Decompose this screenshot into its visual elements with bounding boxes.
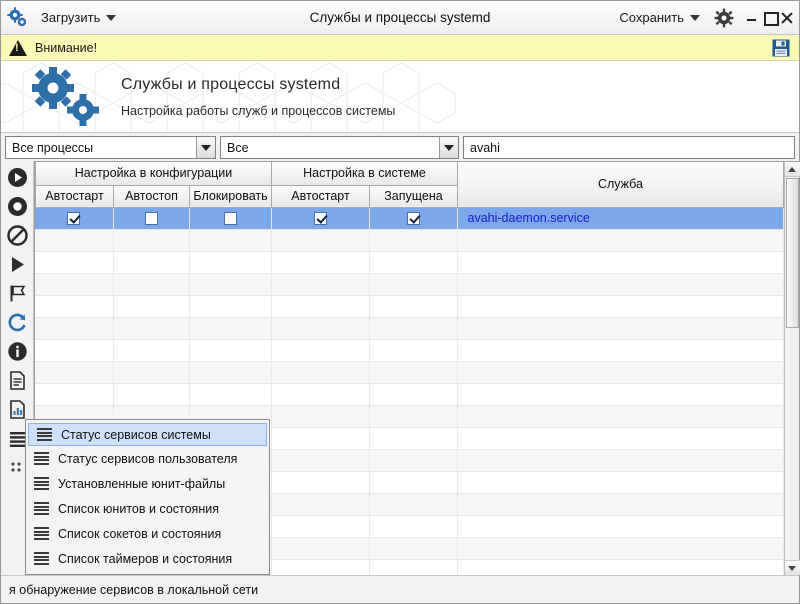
cell-empty: [369, 538, 457, 560]
banner-subtitle: Настройка работы служб и процессов системы: [121, 103, 396, 118]
cell-empty: [457, 450, 784, 472]
group-header-config: Настройка в конфигурации: [36, 162, 272, 185]
cell-empty: [457, 296, 784, 318]
list-icon: [34, 552, 49, 565]
main-area: [1, 161, 799, 575]
banner-gears-icon: [23, 66, 109, 128]
cell-empty: [271, 472, 369, 494]
cell-empty: [457, 472, 784, 494]
context-menu-item[interactable]: [26, 496, 269, 521]
cell-service-name[interactable]: avahi-daemon.service: [457, 208, 784, 230]
load-menu-label: Загрузить: [41, 10, 101, 25]
cell-empty: [369, 296, 457, 318]
search-input-value: avahi: [470, 140, 500, 155]
context-menu-item-label: Установленные юнит-файлы: [58, 476, 226, 491]
cell-empty: [189, 230, 271, 252]
context-menu-item-label: Статус сервисов системы: [61, 427, 211, 442]
cell-empty: [35, 340, 113, 362]
context-menu-item-label: Список юнитов и состояния: [58, 501, 219, 516]
vertical-scrollbar[interactable]: [784, 161, 799, 575]
state-filter-select[interactable]: [220, 136, 459, 159]
column-header-running-system[interactable]: Запущена: [370, 185, 458, 207]
cell-empty: [271, 362, 369, 384]
cell-empty: [271, 428, 369, 450]
cell-empty: [369, 362, 457, 384]
chevron-down-icon: [106, 15, 116, 21]
cell-empty: [457, 406, 784, 428]
list-icon: [37, 428, 52, 441]
cell-empty: [113, 230, 189, 252]
cell-empty: [369, 450, 457, 472]
cell-empty: [457, 428, 784, 450]
context-menu-item[interactable]: [26, 471, 269, 496]
cell-empty: [457, 252, 784, 274]
table-row-empty[interactable]: [35, 318, 784, 340]
cell-empty: [457, 362, 784, 384]
floppy-save-icon[interactable]: [771, 38, 791, 58]
group-header-system: Настройка в системе: [272, 162, 458, 185]
table-row-empty[interactable]: [35, 296, 784, 318]
scope-filter-value: Все процессы: [12, 140, 94, 155]
mask-button[interactable]: [3, 279, 31, 308]
table-row-empty[interactable]: [35, 362, 784, 384]
column-header-autostop-config[interactable]: Автостоп: [114, 185, 190, 207]
chevron-down-icon[interactable]: [439, 137, 458, 158]
cell-empty: [457, 494, 784, 516]
cell-empty: [113, 384, 189, 406]
gears-icon: [7, 7, 29, 29]
cell-empty: [369, 230, 457, 252]
log-button[interactable]: [3, 366, 31, 395]
table-row-empty[interactable]: [35, 384, 784, 406]
cell-empty: [457, 516, 784, 538]
cell-empty: [271, 384, 369, 406]
context-menu-item-label: Статус сервисов пользователя: [58, 451, 238, 466]
scope-filter-select[interactable]: [5, 136, 216, 159]
scroll-up-button[interactable]: [785, 162, 800, 177]
save-menu-button[interactable]: [615, 8, 704, 27]
table-row-empty[interactable]: [35, 340, 784, 362]
context-menu-item[interactable]: [28, 423, 267, 446]
cell-empty: [369, 340, 457, 362]
table-row-empty[interactable]: [35, 274, 784, 296]
cell-empty: [113, 318, 189, 340]
cell-empty: [457, 230, 784, 252]
cell-empty: [35, 296, 113, 318]
cell-empty: [189, 340, 271, 362]
warning-bar: [1, 35, 799, 61]
banner-title: Службы и процессы systemd: [121, 75, 341, 93]
cell-empty: [457, 384, 784, 406]
gear-icon[interactable]: [714, 8, 734, 28]
warning-text: Внимание!: [35, 40, 98, 55]
cell-empty: [113, 296, 189, 318]
cell-empty: [271, 230, 369, 252]
cell-empty: [35, 318, 113, 340]
title-bar: [1, 1, 799, 35]
minimize-icon[interactable]: [746, 11, 759, 24]
cell-empty: [271, 406, 369, 428]
checkbox-autostart_sys[interactable]: [314, 212, 327, 225]
cell-empty: [189, 384, 271, 406]
chevron-down-icon: [690, 15, 700, 21]
cell-empty: [369, 318, 457, 340]
services-table-header: [35, 162, 784, 208]
disable-service-button[interactable]: [3, 221, 31, 250]
cell-empty: [369, 560, 457, 576]
save-menu-label: Сохранить: [619, 10, 684, 25]
filter-bar: [1, 133, 799, 161]
cell-empty: [35, 384, 113, 406]
list-icon: [34, 502, 49, 515]
window-title: Службы и процессы systemd: [309, 10, 491, 25]
cell-empty: [271, 538, 369, 560]
cell-empty: [457, 560, 784, 576]
table-row-empty[interactable]: [35, 252, 784, 274]
cell-empty: [271, 318, 369, 340]
info-button[interactable]: [3, 337, 31, 366]
refresh-button[interactable]: [3, 308, 31, 337]
stop-service-button[interactable]: [3, 192, 31, 221]
context-menu-item-label: Список таймеров и состояния: [58, 551, 233, 566]
cell-empty: [113, 274, 189, 296]
cell-empty: [457, 318, 784, 340]
cell-empty: [271, 516, 369, 538]
cell-empty: [369, 384, 457, 406]
cell-empty: [271, 340, 369, 362]
context-menu-item[interactable]: [26, 521, 269, 546]
cell-empty: [271, 450, 369, 472]
context-menu[interactable]: [25, 419, 270, 575]
cell-empty: [271, 274, 369, 296]
cell-autostop_cfg[interactable]: [113, 208, 189, 230]
load-menu-button[interactable]: [37, 8, 120, 27]
status-bar-text: я обнаружение сервисов в локальной сети: [9, 582, 259, 597]
column-header-autostart-system[interactable]: Автостарт: [272, 185, 370, 207]
column-header-block-config[interactable]: Блокировать: [190, 185, 272, 207]
cell-empty: [369, 252, 457, 274]
cell-empty: [35, 362, 113, 384]
cell-empty: [113, 340, 189, 362]
cell-empty: [369, 406, 457, 428]
table-row[interactable]: [35, 208, 784, 230]
cell-empty: [271, 560, 369, 576]
cell-autostart_sys[interactable]: [271, 208, 369, 230]
header-banner: [1, 61, 799, 133]
status-bar: [1, 575, 799, 603]
scroll-down-button[interactable]: [785, 560, 800, 575]
cell-empty: [457, 340, 784, 362]
chevron-down-icon[interactable]: [196, 137, 215, 158]
checkbox-autostart_cfg[interactable]: [67, 212, 80, 225]
cell-empty: [369, 494, 457, 516]
warning-triangle-icon: [9, 40, 27, 56]
cell-empty: [369, 472, 457, 494]
cell-empty: [189, 252, 271, 274]
cell-empty: [369, 428, 457, 450]
cell-empty: [369, 274, 457, 296]
cell-empty: [457, 274, 784, 296]
cell-block_cfg[interactable]: [189, 208, 271, 230]
cell-empty: [189, 318, 271, 340]
cell-empty: [457, 538, 784, 560]
cell-empty: [271, 252, 369, 274]
maximize-icon[interactable]: [763, 11, 776, 24]
cell-empty: [113, 252, 189, 274]
cell-empty: [271, 494, 369, 516]
cell-empty: [189, 296, 271, 318]
scrollbar-thumb[interactable]: [786, 178, 799, 328]
column-header-service[interactable]: Служба: [458, 162, 784, 207]
list-icon: [34, 527, 49, 540]
cell-empty: [189, 362, 271, 384]
checkbox-autostop_cfg[interactable]: [145, 212, 158, 225]
cell-running_sys[interactable]: [369, 208, 457, 230]
table-group-header-row: [36, 162, 784, 185]
table-row-empty[interactable]: [35, 230, 784, 252]
list-icon: [34, 452, 49, 465]
context-menu-item[interactable]: [26, 446, 269, 471]
state-filter-value: Все: [227, 140, 249, 155]
cell-empty: [113, 362, 189, 384]
start-service-button[interactable]: [3, 163, 31, 192]
cell-empty: [35, 230, 113, 252]
cell-empty: [35, 252, 113, 274]
run-button[interactable]: [3, 250, 31, 279]
cell-empty: [369, 516, 457, 538]
context-menu-item-label: Список сокетов и состояния: [58, 526, 222, 541]
cell-autostart_cfg[interactable]: [35, 208, 113, 230]
cell-empty: [189, 274, 271, 296]
close-icon[interactable]: [780, 11, 793, 24]
search-input[interactable]: [463, 136, 795, 159]
checkbox-block_cfg[interactable]: [224, 212, 237, 225]
cell-empty: [271, 296, 369, 318]
context-menu-item[interactable]: [26, 546, 269, 571]
list-icon: [34, 477, 49, 490]
checkbox-running_sys[interactable]: [407, 212, 420, 225]
column-header-autostart-config[interactable]: Автостарт: [36, 185, 114, 207]
cell-empty: [35, 274, 113, 296]
